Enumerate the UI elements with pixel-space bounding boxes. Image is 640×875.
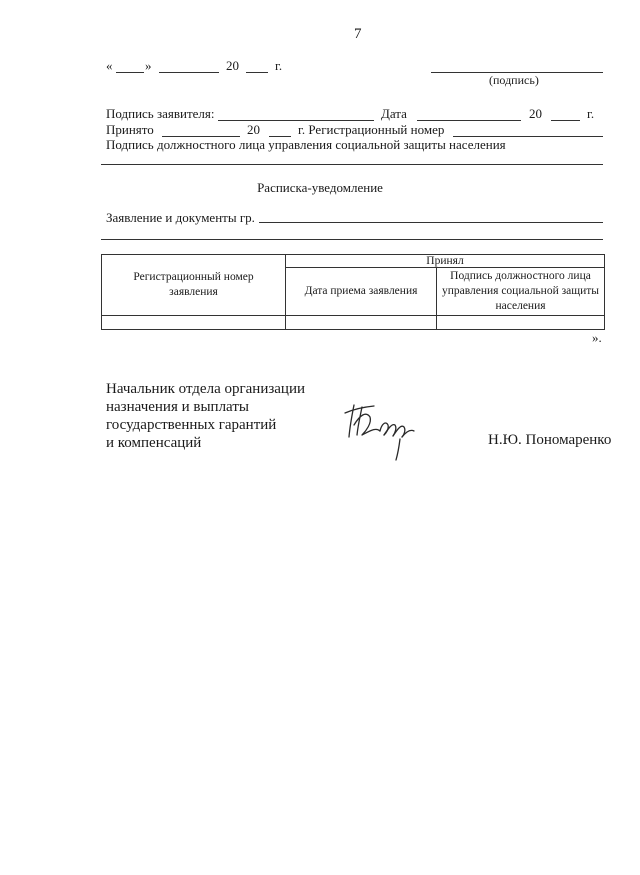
documents-label: Заявление и документы гр. [106, 210, 255, 225]
official-signature-blank [101, 164, 603, 165]
position-line-2: назначения и выплаты [106, 399, 249, 415]
applicant-year-suffix: г. [587, 106, 595, 121]
date-quote-open: « [106, 58, 113, 73]
position-line-4: и компенсаций [106, 435, 202, 451]
applicant-signature-label: Подпись заявителя: [106, 106, 215, 121]
signature-caption: (подпись) [489, 73, 539, 87]
date-blank [417, 120, 521, 121]
receipt-table [101, 254, 605, 330]
header-accepted-group: Принял [286, 255, 605, 268]
receipt-title: Расписка-уведомление [257, 180, 383, 195]
month-blank [159, 72, 219, 73]
accepted-label: Принято [106, 122, 154, 137]
page-number: 7 [354, 26, 362, 42]
position-line-3: государственных гарантий [106, 417, 277, 433]
accepted-year-suffix: г. Регистрационный номер [298, 122, 445, 137]
signatory-position [106, 380, 305, 452]
year-blank [246, 72, 268, 73]
position-line-1: Начальник отдела организации [106, 381, 306, 397]
applicant-signature-blank [218, 120, 374, 121]
closing-mark: ». [592, 330, 602, 345]
cell-signature[interactable] [437, 316, 605, 330]
applicant-year-prefix: 20 [529, 106, 542, 121]
table-row [102, 316, 605, 330]
cell-reg-number[interactable] [102, 316, 286, 330]
date-label: Дата [381, 106, 407, 121]
header-reg-number: Регистрационный номер заявления [102, 255, 286, 316]
cell-date[interactable] [286, 316, 437, 330]
year-suffix: г. [275, 58, 283, 73]
official-signature-label: Подпись должностного лица управления социальной защиты населения [106, 137, 506, 152]
signatory-name: Н.Ю. Пономаренко [488, 432, 612, 448]
applicant-year-blank [551, 120, 580, 121]
documents-blank-line [101, 239, 603, 240]
header-date: Дата приема заявления [286, 268, 437, 316]
accepted-year-prefix: 20 [247, 122, 260, 137]
year-prefix: 20 [226, 58, 239, 73]
header-official-signature: Подпись должностного лица управления социальной защиты населения [437, 268, 605, 316]
date-quote-close: » [145, 58, 152, 73]
handwritten-signature [340, 395, 420, 463]
day-blank [116, 72, 144, 73]
applicant-name-blank [259, 222, 603, 223]
